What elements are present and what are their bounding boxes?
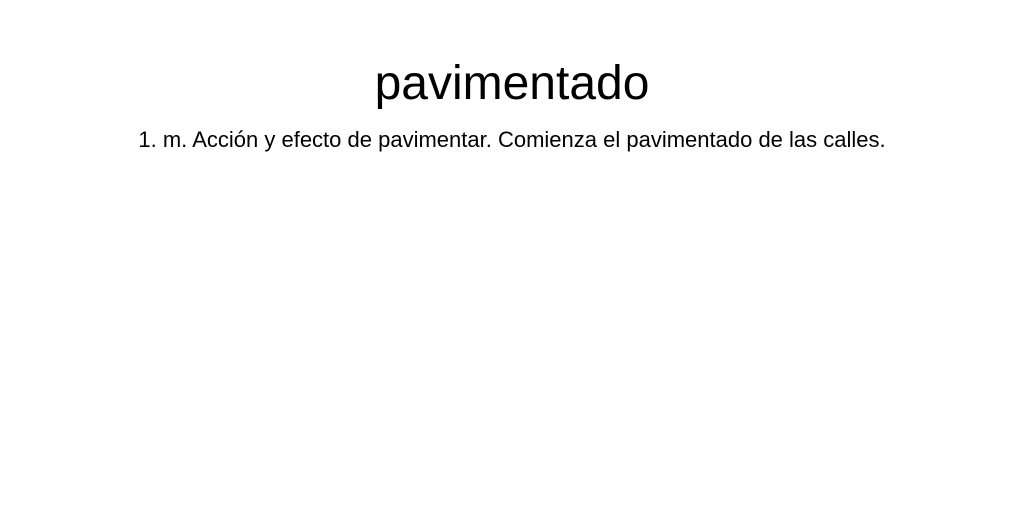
- entry-headword: pavimentado: [374, 57, 650, 110]
- sense-line: [0, 126, 1024, 154]
- sense-grammar-tag: m.: [162, 127, 188, 152]
- sense-example: Comienza el pavimentado de las calles.: [497, 127, 886, 152]
- sense-definition: Acción y efecto de pavimentar.: [192, 127, 492, 152]
- sense-number: 1.: [138, 127, 157, 152]
